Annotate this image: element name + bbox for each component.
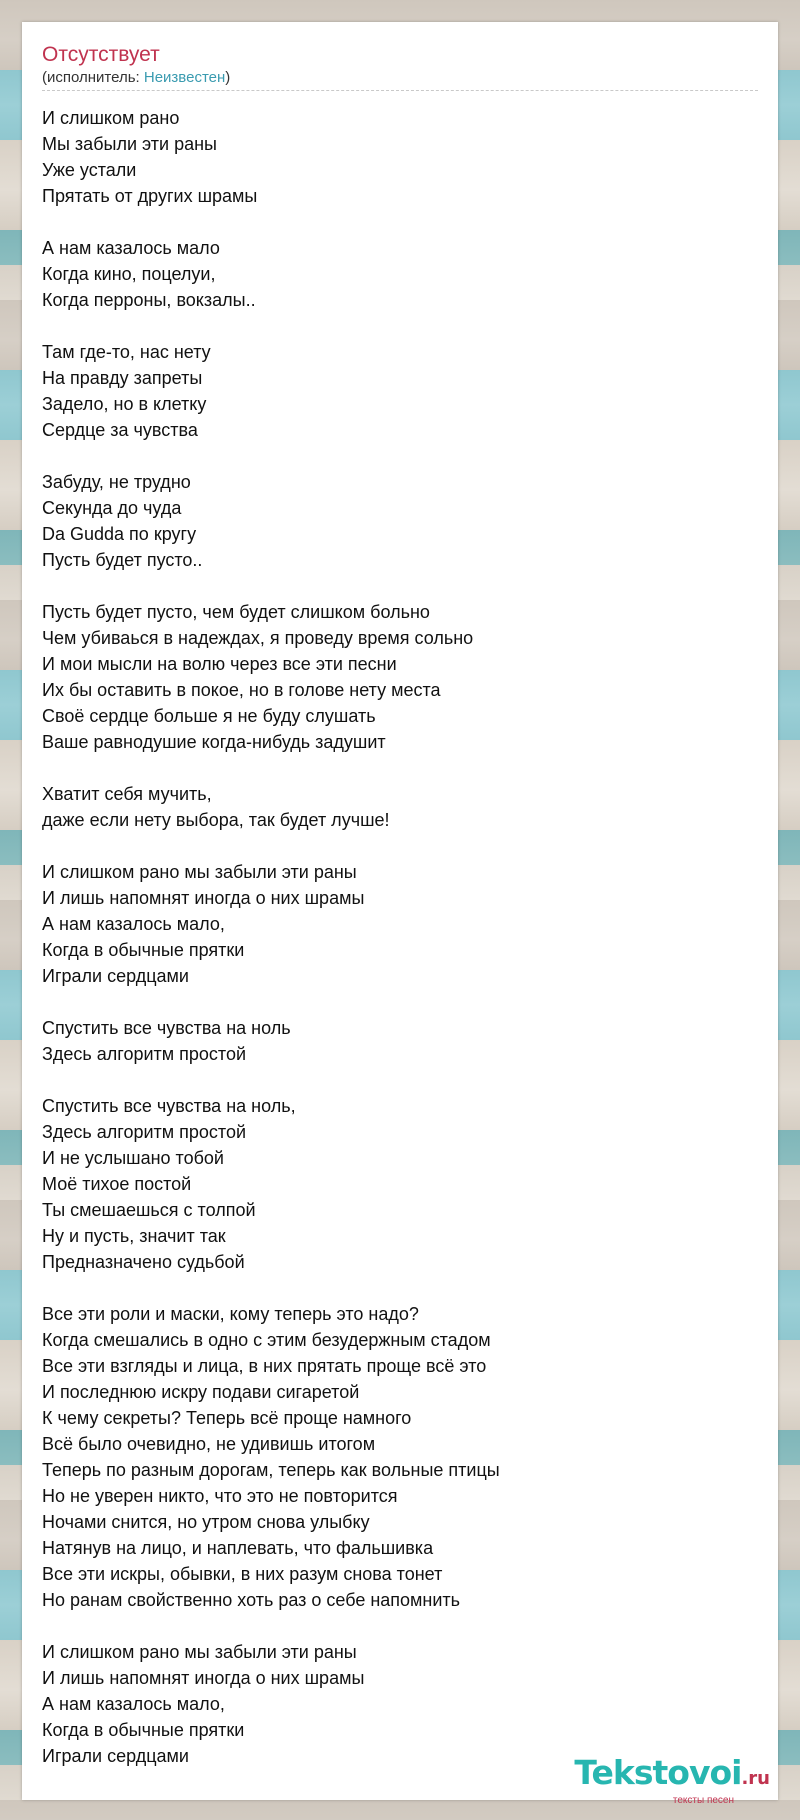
lyrics-line: Секунда до чуда: [42, 498, 182, 518]
lyrics-line: Но ранам свойственно хоть раз о себе напомнить: [42, 1590, 461, 1610]
lyrics-line: Но не уверен никто, что это не повторится: [42, 1486, 398, 1506]
song-header: [42, 42, 758, 91]
artist-line: [42, 68, 758, 88]
lyrics-line: А нам казалось мало,: [42, 914, 225, 934]
lyrics-card: [22, 22, 778, 1800]
lyrics-line: Мы забыли эти раны: [42, 134, 217, 154]
lyrics-line: Все эти роли и маски, кому теперь это надо?: [42, 1304, 419, 1324]
lyrics-stanza: [42, 469, 758, 573]
lyrics-line: А нам казалось мало,: [42, 1694, 225, 1714]
lyrics-line: Прятать от других шрамы: [42, 186, 258, 206]
lyrics-stanza: [42, 105, 758, 209]
lyrics-line: К чему секреты? Теперь всё проще намного: [42, 1408, 412, 1428]
lyrics-stanza: [42, 1301, 758, 1613]
lyrics-line: Теперь по разным дорогам, теперь как вольные птицы: [42, 1460, 500, 1480]
lyrics-line: Пусть будет пусто..: [42, 550, 203, 570]
lyrics-line: Моё тихое постой: [42, 1174, 192, 1194]
lyrics-stanza: [42, 859, 758, 989]
lyrics-stanza: [42, 781, 758, 833]
lyrics-line: Все эти искры, обывки, в них разум снова тонет: [42, 1564, 443, 1584]
lyrics-line: Хватит себя мучить,: [42, 784, 212, 804]
lyrics-line: Когда в обычные прятки: [42, 1720, 245, 1740]
lyrics-line: Спустить все чувства на ноль: [42, 1018, 291, 1038]
lyrics-line: Здесь алгоритм простой: [42, 1044, 247, 1064]
lyrics-line: Забуду, не трудно: [42, 472, 191, 492]
song-title: Отсутствует: [42, 43, 160, 66]
lyrics-stanza: [42, 599, 758, 755]
lyrics-line: Их бы оставить в покое, но в голове нету места: [42, 680, 441, 700]
lyrics-line: Сердце за чувства: [42, 420, 198, 440]
lyrics-line: Когда смешались в одно с этим безудержным стадом: [42, 1330, 491, 1350]
lyrics-line: Всё было очевидно, не удивишь итогом: [42, 1434, 376, 1454]
lyrics-line: Все эти взгляды и лица, в них прятать проще всё это: [42, 1356, 487, 1376]
lyrics-line: даже если нету выбора, так будет лучше!: [42, 810, 390, 830]
lyrics-line: Играли сердцами: [42, 1746, 189, 1766]
lyrics-line: И слишком рано мы забыли эти раны: [42, 862, 357, 882]
lyrics-line: Уже устали: [42, 160, 137, 180]
lyrics-stanza: [42, 1015, 758, 1067]
lyrics-line: Здесь алгоритм простой: [42, 1122, 247, 1142]
lyrics-line: И мои мысли на волю через все эти песни: [42, 654, 397, 674]
lyrics-line: Ты смешаешься с толпой: [42, 1200, 256, 1220]
lyrics-line: И лишь напомнят иногда о них шрамы: [42, 888, 365, 908]
lyrics-stanza: [42, 235, 758, 313]
lyrics-stanza: [42, 339, 758, 443]
artist-prefix: (исполнитель:: [42, 69, 144, 86]
lyrics-line: И лишь напомнят иногда о них шрамы: [42, 1668, 365, 1688]
lyrics-line: И не услышано тобой: [42, 1148, 224, 1168]
lyrics-line: Da Gudda по кругу: [42, 524, 197, 544]
lyrics-line: Играли сердцами: [42, 966, 189, 986]
artist-suffix: ): [225, 69, 231, 86]
lyrics-line: Ваше равнодушие когда-нибудь задушит: [42, 732, 386, 752]
lyrics-line: Задело, но в клетку: [42, 394, 207, 414]
logo-tld: .ru: [741, 1768, 770, 1789]
lyrics-line: И слишком рано: [42, 108, 180, 128]
lyrics-line: Когда перроны, вокзалы..: [42, 290, 256, 310]
lyrics-line: Когда кино, поцелуи,: [42, 264, 216, 284]
lyrics-line: Ночами снится, но утром снова улыбку: [42, 1512, 370, 1532]
lyrics-line: На правду запреты: [42, 368, 203, 388]
lyrics-line: А нам казалось мало: [42, 238, 220, 258]
logo-name: Tekstovoi: [574, 1753, 742, 1792]
lyrics-line: Натянув на лицо, и наплевать, что фальшивка: [42, 1538, 434, 1558]
artist-link[interactable]: Неизвестен: [143, 69, 226, 86]
lyrics-line: Чем убиваься в надеждах, я проведу время сольно: [42, 628, 474, 648]
lyrics-line: И последнюю искру подави сигаретой: [42, 1382, 360, 1402]
lyrics-line: Пусть будет пусто, чем будет слишком больно: [42, 602, 430, 622]
logo-tagline: тексты песен: [672, 1795, 734, 1806]
lyrics-line: Своё сердце больше я не буду слушать: [42, 706, 376, 726]
lyrics-line: Ну и пусть, значит так: [42, 1226, 226, 1246]
lyrics-line: Предназначено судьбой: [42, 1252, 245, 1272]
lyrics-line: Спустить все чувства на ноль,: [42, 1096, 296, 1116]
lyrics-line: Там где-то, нас нету: [42, 342, 211, 362]
lyrics-stanza: [42, 1639, 758, 1769]
lyrics-stanza: [42, 1093, 758, 1275]
lyrics-line: И слишком рано мы забыли эти раны: [42, 1642, 357, 1662]
lyrics-line: Когда в обычные прятки: [42, 940, 245, 960]
logo-wordmark: [574, 1753, 770, 1796]
site-logo[interactable]: [574, 1753, 770, 1806]
lyrics-text: [42, 105, 758, 1795]
